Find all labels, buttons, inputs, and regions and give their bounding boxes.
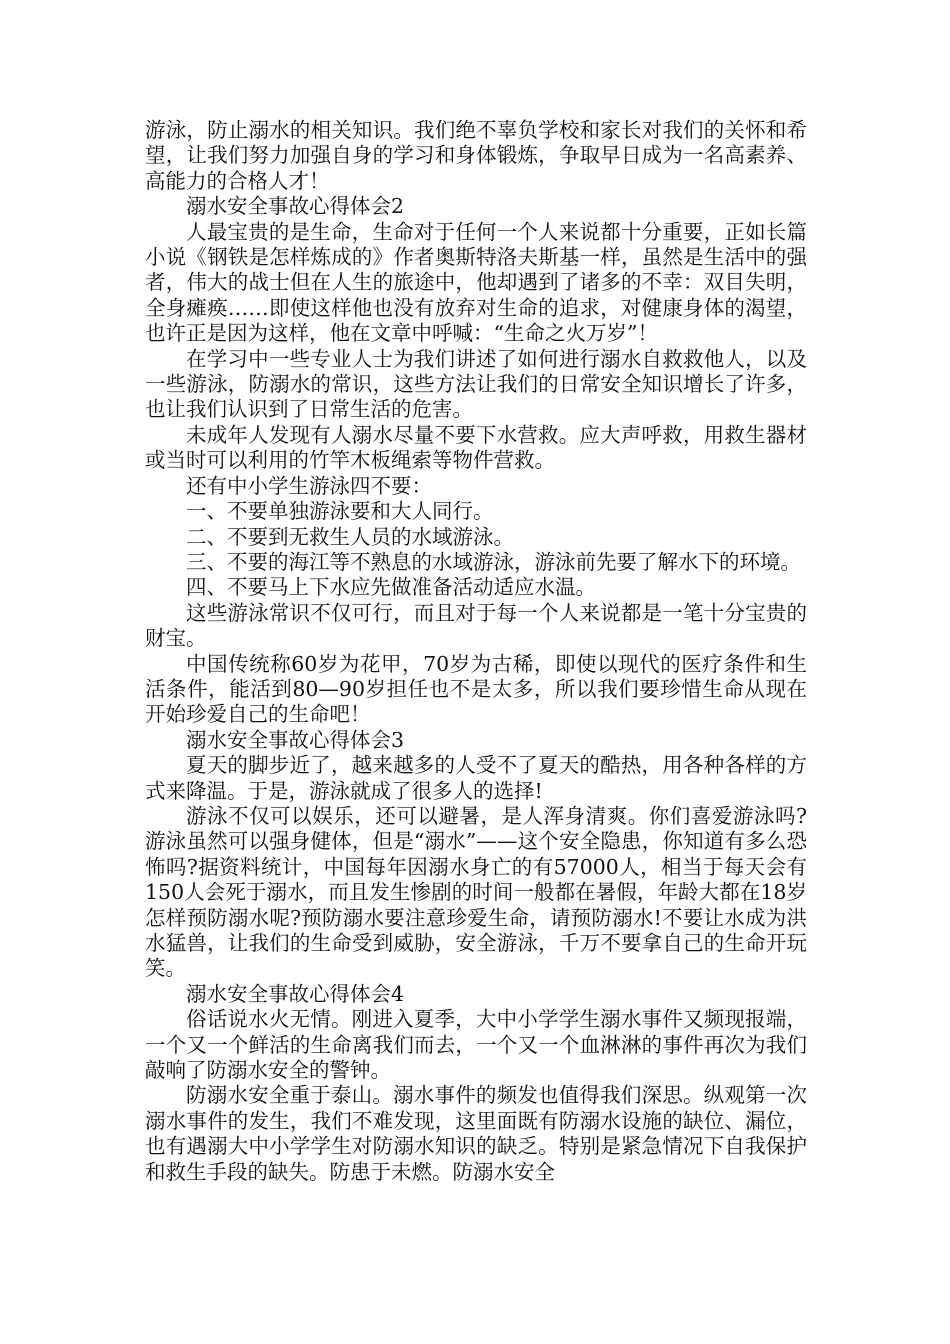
paragraph-3: 人最宝贵的是生命，生命对于任何一个人来说都十分重要，正如长篇小说《钢铁是怎样炼成的》作者奥斯特洛夫斯基一样，虽然是生活中的强者，伟大的战士但在人生的旅途中，他却遇到了诸多的不幸：双目失明，全身瘫痪……即使这样他也没有放弃对生命的追求，对健康身体的渴望，也许正是因为这样，他在文章中呼喊：“生命之火万岁”！ [145, 219, 807, 346]
section-heading-2: 溺水安全事故心得体会2 [186, 194, 405, 219]
paragraph-5: 未成年人发现有人溺水尽量不要下水营救。应大声呼救，用救生器材或当时可以利用的竹竿木板绳索等物件营救。 [145, 422, 807, 473]
section-heading-4: 溺水安全事故心得体会4 [186, 981, 405, 1006]
paragraph-14: 夏天的脚步近了，越来越多的人受不了夏天的酷热，用各种各样的方式来降温。于是，游泳就成了很多人的选择! [145, 753, 807, 803]
list-item-1: 一、不要单独游泳要和大人同行。 [186, 499, 494, 524]
paragraph-11: 这些游泳常识不仅可行，而且对于每一个人来说都是一笔十分宝贵的财宝。 [145, 600, 807, 651]
paragraph-15: 游泳不仅可以娱乐，还可以避暑，是人浑身清爽。你们喜爱游泳吗?游泳虽然可以强身健体，但是“溺水”——这个安全隐患，你知道有多么恐怖吗?据资料统计，中国每年因溺水身亡的有57000人，相当于每天会有150人会死于溺水，而且发生惨剧的时间一般都在暑假，年龄大都在18岁怎样预防溺水呢?预防溺水要注意珍爱生命，请预防溺水!不要让水成为洪水猛兽，让我们的生命受到威胁，安全游泳，千万不要拿自己的生命开玩笑。 [145, 803, 807, 981]
paragraph-17: 俗话说水火无情。刚进入夏季，大中小学学生溺水事件又频现报端，一个又一个鲜活的生命离我们而去，一个又一个血淋淋的事件再次为我们敲响了防溺水安全的警钟。 [145, 1007, 807, 1083]
document-page [145, 118, 807, 1185]
paragraph-4: 在学习中一些专业人士为我们讲述了如何进行溺水自救救他人，以及一些游泳，防溺水的常识，这些方法让我们的日常安全知识增长了许多，也让我们认识到了日常生活的危害。 [145, 346, 807, 422]
paragraph-18: 防溺水安全重于泰山。溺水事件的频发也值得我们深思。纵观第一次溺水事件的发生，我们不难发现，这里面既有防溺水设施的缺位、漏位，也有遇溺大中小学学生对防溺水知识的缺乏。特别是紧急情况下自我保护和救生手段的缺失。防患于未燃。防溺水安全 [145, 1083, 807, 1184]
list-item-4: 四、不要马上下水应先做准备活动适应水温。 [186, 575, 596, 600]
section-heading-3: 溺水安全事故心得体会3 [186, 727, 405, 752]
list-item-3: 三、不要的海江等不熟息的水域游泳，游泳前先要了解水下的环境。 [186, 549, 801, 574]
paragraph-1: 游泳，防止溺水的相关知识。我们绝不辜负学校和家长对我们的关怀和希望，让我们努力加强自身的学习和身体锻炼，争取早日成为一名高素养、高能力的合格人才！ [145, 118, 807, 193]
paragraph-12: 中国传统称60岁为花甲，70岁为古稀，即使以现代的医疗条件和生活条件，能活到80—90岁担任也不是太多，所以我们要珍惜生命从现在开始珍爱自己的生命吧！ [145, 651, 807, 727]
paragraph-6: 还有中小学生游泳四不要： [186, 473, 432, 498]
list-item-2: 二、不要到无救生人员的水域游泳。 [186, 524, 514, 549]
